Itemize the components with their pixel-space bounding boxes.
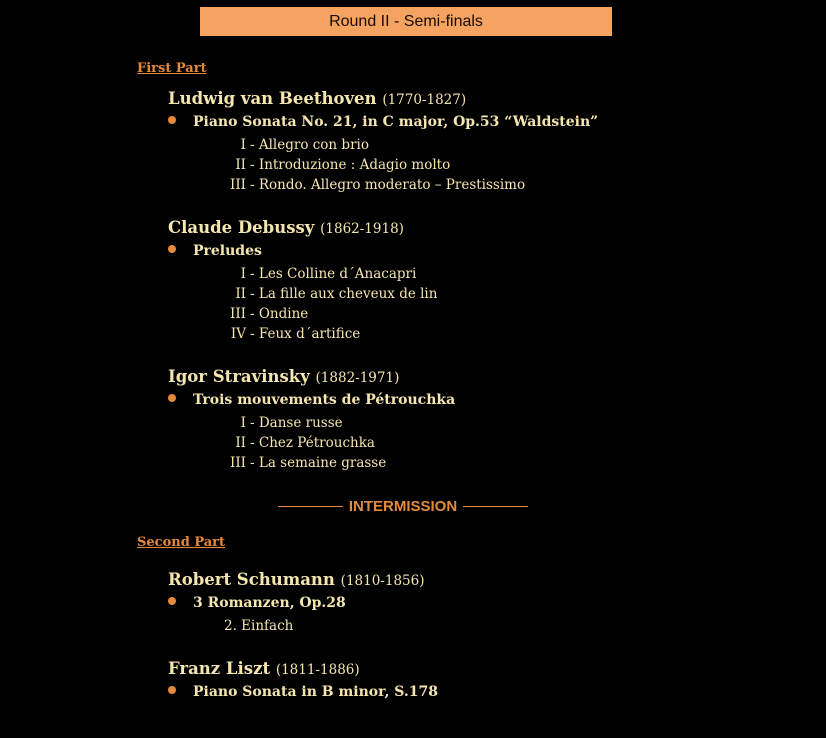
composer-schumann [168, 570, 424, 589]
movement-title: Feux d´artifice [258, 326, 361, 342]
movement-title: La semaine grasse [258, 455, 387, 471]
movement-item: 2. Einfach [224, 618, 294, 634]
work-stravinsky [168, 392, 455, 408]
movement-number: III [230, 177, 246, 193]
movement-title: Les Colline d´Anacapri [258, 266, 417, 282]
movement-title: Introduzione : Adagio molto [258, 157, 451, 173]
composer-years: (1862-1918) [320, 221, 404, 237]
composer-beethoven [168, 89, 466, 108]
movement-item: II - Chez Pétrouchka [226, 435, 375, 451]
movement-number: III [230, 455, 246, 471]
bullet-icon [168, 245, 176, 253]
movement-number: I [240, 415, 246, 431]
movement-number: II [235, 157, 246, 173]
composer-name: Igor Stravinsky [168, 367, 310, 386]
composer-name: Franz Liszt [168, 659, 271, 678]
composer-years: (1882-1971) [315, 370, 400, 386]
movement-item: III - Rondo. Allegro moderato – Prestissimo [226, 177, 525, 193]
composer-years: (1770-1827) [382, 92, 467, 108]
work-title: Trois mouvements de Pétrouchka [193, 392, 456, 408]
movement-item: IV - Feux d´artifice [226, 326, 360, 342]
movement-title: Allegro con brio [258, 137, 369, 153]
movement-number: IV [230, 326, 246, 342]
work-title: Preludes [193, 243, 262, 259]
work-title: 3 Romanzen, Op.28 [193, 595, 346, 611]
movement-title: Chez Pétrouchka [258, 435, 375, 451]
movement-title: Danse russe [258, 415, 343, 431]
composer-name: Robert Schumann [168, 570, 335, 589]
movement-number: I [240, 266, 246, 282]
divider-line [278, 506, 343, 507]
composer-liszt [168, 659, 360, 678]
second-part-heading: Second Part [137, 535, 226, 550]
bullet-icon [168, 686, 176, 694]
movement-number: II [235, 435, 246, 451]
composer-years: (1811-1886) [275, 662, 360, 678]
intermission-label: INTERMISSION [348, 497, 458, 515]
movement-title: Ondine [258, 306, 309, 322]
bullet-icon [168, 394, 176, 402]
bullet-icon [168, 116, 176, 124]
movement-number: III [230, 306, 246, 322]
work-liszt [168, 684, 438, 700]
movement-number: I [240, 137, 246, 153]
movement-item: II - Introduzione : Adagio molto [226, 157, 450, 173]
divider-line [463, 506, 528, 507]
work-beethoven [168, 114, 598, 130]
movement-item: I - Allegro con brio [226, 137, 369, 153]
movement-title: Rondo. Allegro moderato – Prestissimo [258, 177, 526, 193]
composer-debussy [168, 218, 404, 237]
movement-title: La fille aux cheveux de lin [258, 286, 438, 302]
first-part-heading: First Part [137, 61, 207, 76]
bullet-icon [168, 597, 176, 605]
composer-stravinsky [168, 367, 399, 386]
composer-name: Ludwig van Beethoven [168, 89, 377, 108]
composer-years: (1810-1856) [340, 573, 425, 589]
work-title: Piano Sonata No. 21, in C major, Op.53 “Waldstein” [193, 114, 599, 130]
movement-item: II - La fille aux cheveux de lin [226, 286, 437, 302]
work-title: Piano Sonata in B minor, S.178 [193, 684, 438, 700]
work-schumann [168, 595, 346, 611]
composer-name: Claude Debussy [168, 218, 315, 237]
page-title: Round II - Semi-finals [200, 7, 612, 36]
work-debussy [168, 243, 262, 259]
movement-item: III - Ondine [226, 306, 308, 322]
intermission-divider [278, 495, 528, 517]
movement-item: I - Danse russe [226, 415, 343, 431]
movement-number: II [235, 286, 246, 302]
movement-item: I - Les Colline d´Anacapri [226, 266, 416, 282]
movement-item: III - La semaine grasse [226, 455, 386, 471]
